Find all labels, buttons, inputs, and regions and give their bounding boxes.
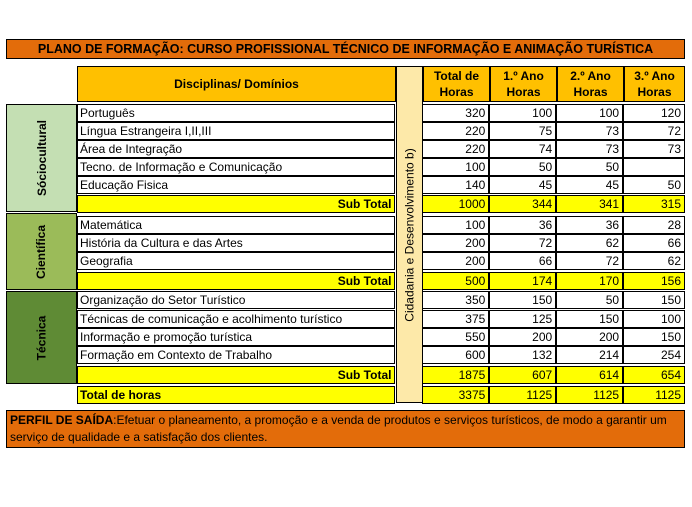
total-hours: 200 bbox=[422, 252, 489, 270]
subject-name: Geografia bbox=[77, 252, 395, 270]
year3-hours: 120 bbox=[623, 104, 685, 122]
subject-name: Matemática bbox=[77, 216, 395, 234]
year2-hours: 73 bbox=[556, 140, 623, 158]
subject-name: História da Cultura e das Artes bbox=[77, 234, 395, 252]
header-total-line1: Total de bbox=[433, 69, 480, 83]
subtotal-label: Sub Total bbox=[77, 272, 395, 290]
table-row bbox=[77, 291, 685, 309]
year2-hours: 50 bbox=[556, 291, 623, 309]
total-hours: 1875 bbox=[422, 366, 489, 384]
cidadania-label: Cidadania e Desenvolvimento b) bbox=[402, 147, 417, 322]
table-row bbox=[77, 346, 685, 364]
perfil-label: PERFIL DE SAÍDA bbox=[10, 413, 114, 427]
year3-hours: 62 bbox=[623, 252, 685, 270]
year3-hours: 50 bbox=[623, 176, 685, 194]
year2-hours: 341 bbox=[556, 195, 623, 213]
year3-hours: 156 bbox=[623, 272, 685, 290]
year1-hours: 45 bbox=[489, 176, 556, 194]
year2-hours: 170 bbox=[556, 272, 623, 290]
total-hours: 550 bbox=[422, 328, 489, 346]
total-hours: 320 bbox=[422, 104, 489, 122]
subject-name: Técnicas de comunicação e acolhimento turístico bbox=[77, 310, 395, 328]
header-ano1 bbox=[490, 66, 557, 102]
subject-name: Tecno. de Informação e Comunicação bbox=[77, 158, 395, 176]
year1-hours: 132 bbox=[489, 346, 556, 364]
component-tecnica bbox=[6, 291, 77, 384]
component-tecnica-label: Técnica bbox=[34, 315, 49, 360]
component-sociocultural bbox=[6, 104, 77, 212]
header-ano3 bbox=[624, 66, 685, 102]
year2-hours: 614 bbox=[556, 366, 623, 384]
year3-hours: 150 bbox=[623, 291, 685, 309]
year2-hours: 72 bbox=[556, 252, 623, 270]
total-hours: 375 bbox=[422, 310, 489, 328]
year3-hours: 1125 bbox=[623, 386, 685, 404]
total-hours: 100 bbox=[422, 216, 489, 234]
header-ano1-line1: 1.º Ano bbox=[503, 69, 544, 83]
table-row bbox=[77, 216, 685, 234]
total-hours: 220 bbox=[422, 140, 489, 158]
year2-hours: 62 bbox=[556, 234, 623, 252]
year2-hours: 73 bbox=[556, 122, 623, 140]
table-row bbox=[77, 234, 685, 252]
table-row bbox=[77, 252, 685, 270]
component-cientifica bbox=[6, 213, 77, 290]
year1-hours: 72 bbox=[489, 234, 556, 252]
total-hours: 600 bbox=[422, 346, 489, 364]
subject-name: Informação e promoção turística bbox=[77, 328, 395, 346]
subject-name: Português bbox=[77, 104, 395, 122]
subtotal-row bbox=[77, 195, 685, 213]
year1-hours: 50 bbox=[489, 158, 556, 176]
table-row bbox=[77, 104, 685, 122]
subtotal-label: Sub Total bbox=[77, 195, 395, 213]
subtotal-label: Sub Total bbox=[77, 366, 395, 384]
grand-total-row bbox=[77, 386, 685, 404]
component-sociocultural-label: Sóciocultural bbox=[34, 119, 49, 197]
year1-hours: 36 bbox=[489, 216, 556, 234]
header-ano3-line1: 3.º Ano bbox=[634, 69, 675, 83]
subtotal-row bbox=[77, 366, 685, 384]
year3-hours: 66 bbox=[623, 234, 685, 252]
year1-hours: 100 bbox=[489, 104, 556, 122]
grand-total-label: Total de horas bbox=[77, 386, 395, 404]
year1-hours: 344 bbox=[489, 195, 556, 213]
table-row bbox=[77, 140, 685, 158]
year1-hours: 1125 bbox=[489, 386, 556, 404]
year3-hours bbox=[623, 158, 685, 176]
year1-hours: 174 bbox=[489, 272, 556, 290]
header-disciplinas: Disciplinas/ Domínios bbox=[77, 66, 396, 102]
plan-title: PLANO DE FORMAÇÃO: CURSO PROFISSIONAL TÉCNICO DE INFORMAÇÃO E ANIMAÇÃO TURÍSTICA bbox=[6, 39, 685, 59]
header-total-horas bbox=[423, 66, 490, 102]
table-row bbox=[77, 328, 685, 346]
year2-hours: 100 bbox=[556, 104, 623, 122]
year3-hours: 28 bbox=[623, 216, 685, 234]
perfil-text: :Efetuar o planeamento, a promoção e a venda de produtos e serviços turísticos, de modo a garantir um serviço de qualidade e a satisfação dos clientes. bbox=[10, 413, 667, 444]
year3-hours: 100 bbox=[623, 310, 685, 328]
year1-hours: 150 bbox=[489, 291, 556, 309]
total-hours: 140 bbox=[422, 176, 489, 194]
table-row bbox=[77, 158, 685, 176]
year2-hours: 214 bbox=[556, 346, 623, 364]
year1-hours: 607 bbox=[489, 366, 556, 384]
subject-name: Língua Estrangeira I,II,III bbox=[77, 122, 395, 140]
subject-name: Área de Integração bbox=[77, 140, 395, 158]
year2-hours: 45 bbox=[556, 176, 623, 194]
total-hours: 500 bbox=[422, 272, 489, 290]
year2-hours: 36 bbox=[556, 216, 623, 234]
header-ano2-line2: Horas bbox=[573, 85, 608, 99]
total-hours: 220 bbox=[422, 122, 489, 140]
year3-hours: 654 bbox=[623, 366, 685, 384]
year2-hours: 1125 bbox=[556, 386, 623, 404]
total-hours: 100 bbox=[422, 158, 489, 176]
header-ano2-line1: 2.º Ano bbox=[570, 69, 611, 83]
year3-hours: 254 bbox=[623, 346, 685, 364]
year3-hours: 73 bbox=[623, 140, 685, 158]
year3-hours: 150 bbox=[623, 328, 685, 346]
year1-hours: 125 bbox=[489, 310, 556, 328]
header-ano2 bbox=[557, 66, 624, 102]
perfil-de-saida bbox=[6, 410, 685, 448]
year2-hours: 200 bbox=[556, 328, 623, 346]
total-hours: 200 bbox=[422, 234, 489, 252]
year1-hours: 200 bbox=[489, 328, 556, 346]
year1-hours: 66 bbox=[489, 252, 556, 270]
total-hours: 1000 bbox=[422, 195, 489, 213]
year1-hours: 75 bbox=[489, 122, 556, 140]
year2-hours: 50 bbox=[556, 158, 623, 176]
subject-name: Organização do Setor Turístico bbox=[77, 291, 395, 309]
year3-hours: 315 bbox=[623, 195, 685, 213]
table-row bbox=[77, 176, 685, 194]
subject-name: Educação Fisica bbox=[77, 176, 395, 194]
year3-hours: 72 bbox=[623, 122, 685, 140]
table-row bbox=[77, 310, 685, 328]
header-total-line2: Horas bbox=[439, 85, 474, 99]
year2-hours: 150 bbox=[556, 310, 623, 328]
header-ano1-line2: Horas bbox=[506, 85, 541, 99]
year1-hours: 74 bbox=[489, 140, 556, 158]
component-cientifica-label: Científica bbox=[34, 224, 49, 279]
total-hours: 3375 bbox=[422, 386, 489, 404]
total-hours: 350 bbox=[422, 291, 489, 309]
header-ano3-line2: Horas bbox=[637, 85, 672, 99]
table-row bbox=[77, 122, 685, 140]
subtotal-row bbox=[77, 272, 685, 290]
subject-name: Formação em Contexto de Trabalho bbox=[77, 346, 395, 364]
